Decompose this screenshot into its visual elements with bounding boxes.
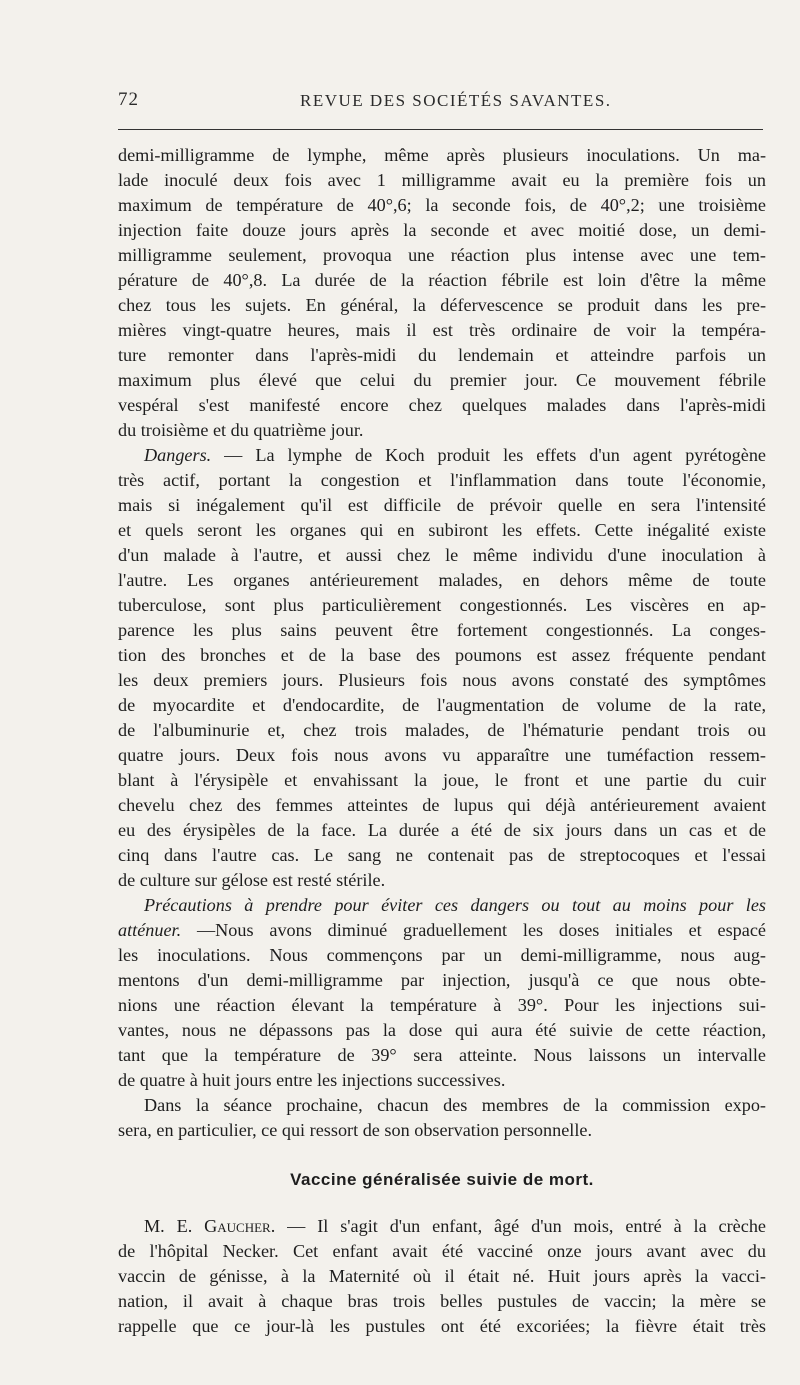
paragraph-line: cinq dans l'autre cas. Le sang ne contenait pas de streptocoques et l'essai	[118, 845, 766, 865]
paragraph-line: de culture sur gélose est resté stérile.	[118, 870, 386, 890]
precautions-heading-line-2: atténuer.	[118, 920, 182, 940]
paragraph-line: vaccin de génisse, à la Maternité où il était né. Huit jours après la vacci-	[118, 1266, 766, 1286]
paragraph-line: très actif, portant la congestion et l'inflammation dans toute l'économie,	[118, 470, 766, 490]
page-header	[118, 89, 763, 113]
running-title: REVUE DES SOCIÉTÉS SAVANTES.	[300, 91, 612, 110]
page-number: 72	[118, 89, 139, 110]
paragraph-line: nation, il avait à chaque bras trois belles pustules de vaccin; la mère se	[118, 1291, 766, 1311]
paragraph-line: quatre jours. Deux fois nous avons vu apparaître une tuméfaction ressem-	[118, 745, 766, 765]
paragraph-dangers	[118, 443, 766, 893]
paragraph-line: l'autre. Les organes antérieurement malades, en dehors même de toute	[118, 570, 766, 590]
paragraph-line: de myocardite et d'endocardite, de l'augmentation de volume de la rate,	[118, 695, 766, 715]
paragraph-line: maximum de température de 40°,6; la seconde fois, de 40°,2; une troisième	[118, 195, 766, 215]
paragraph-line: blant à l'érysipèle et envahissant la joue, le front et une partie du cuir	[118, 770, 766, 790]
paragraph-line: injection faite douze jours après la seconde et avec moitié dose, un demi-	[118, 220, 766, 240]
paragraph-line: du troisième et du quatrième jour.	[118, 420, 364, 440]
paragraph-line: d'un malade à l'autre, et aussi chez le même individu d'une inoculation à	[118, 545, 766, 565]
paragraph-line: demi-milligramme de lymphe, même après plusieurs inoculations. Un ma-	[118, 145, 766, 165]
paragraph-line: les deux premiers jours. Plusieurs fois nous avons constaté des symptômes	[118, 670, 766, 690]
paragraph-line: lade inoculé deux fois avec 1 milligramme avait eu la première fois un	[118, 170, 766, 190]
paragraph-line: milligramme seulement, provoqua une réaction plus intense avec une tem-	[118, 245, 766, 265]
paragraph-precautions	[118, 893, 766, 1093]
paragraph-line: sera, en particulier, ce qui ressort de son observation personnelle.	[118, 1120, 593, 1140]
paragraph-1	[118, 143, 766, 443]
paragraph-line: rappelle que ce jour-là les pustules ont été excoriées; la fièvre était très	[118, 1316, 766, 1336]
paragraph-line: nions une réaction élevant la température à 39°. Pour les injections sui-	[118, 995, 766, 1015]
paragraph-line: ture remonter dans l'après-midi du lendemain et atteindre parfois un	[118, 345, 766, 365]
paragraph-line: eu des érysipèles de la face. La durée a été de six jours dans un cas et de	[118, 820, 766, 840]
paragraph-line: de l'albuminurie et, chez trois malades, de l'hématurie pendant trois ou	[118, 720, 766, 740]
paragraph-line: de l'hôpital Necker. Cet enfant avait été vacciné onze jours avant avec du	[118, 1241, 766, 1261]
paragraph-line: Dangers. — La lymphe de Koch produit les effets d'un agent pyrétogène	[144, 445, 766, 465]
paragraph-line: tant que la température de 39° sera atteinte. Nous laissons un intervalle	[118, 1045, 766, 1065]
paragraph-line: et quels seront les organes qui en subiront les effets. Cette inégalité existe	[118, 520, 766, 540]
paragraph-line: les inoculations. Nous commençons par un demi-milligramme, nous aug-	[118, 945, 766, 965]
paragraph-gaucher	[118, 1214, 766, 1339]
dangers-heading: Dangers.	[144, 445, 212, 465]
author-name: M. E. Gaucher.	[144, 1216, 276, 1236]
paragraph-line: maximum plus élevé que celui du premier jour. Ce mouvement fébrile	[118, 370, 766, 390]
body-text	[118, 143, 766, 1339]
paragraph-line: chez tous les sujets. En général, la défervescence se produit dans les pre-	[118, 295, 766, 315]
paragraph-line: mières vingt-quatre heures, mais il est très ordinaire de voir la tempéra-	[118, 320, 766, 340]
paragraph-line: pérature de 40°,8. La durée de la réaction fébrile est loin d'être la même	[118, 270, 766, 290]
paragraph-line: tuberculose, sont plus particulièrement congestionnés. Les viscères en ap-	[118, 595, 766, 615]
paragraph-line: mais si inégalement qu'il est difficile de prévoir quelle en sera l'intensité	[118, 495, 766, 515]
header-rule	[118, 129, 763, 130]
paragraph-line: de quatre à huit jours entre les injections successives.	[118, 1070, 506, 1090]
paragraph-line: Dans la séance prochaine, chacun des membres de la commission expo-	[144, 1095, 766, 1115]
paragraph-line: parence les plus sains peuvent être fortement congestionnés. La conges-	[118, 620, 766, 640]
paragraph-line: atténuer. —Nous avons diminué graduellement les doses initiales et espacé	[118, 920, 766, 940]
paragraph-line: vespéral s'est manifesté encore chez quelques malades dans l'après-midi	[118, 395, 766, 415]
precautions-heading-line-1: Précautions à prendre pour éviter ces dangers ou tout au moins pour les	[144, 895, 766, 915]
paragraph-line: vantes, nous ne dépassons pas la dose qui aura été suivie de cette réaction,	[118, 1020, 766, 1040]
paragraph-seance	[118, 1093, 766, 1143]
paragraph-line: chevelu chez des femmes atteintes de lupus qui déjà antérieurement avaient	[118, 795, 766, 815]
section-title: Vaccine généralisée suivie de mort.	[290, 1170, 594, 1189]
paragraph-line: M. E. Gaucher. — Il s'agit d'un enfant, âgé d'un mois, entré à la crèche	[144, 1216, 766, 1236]
paragraph-line: mentons d'un demi-milligramme par injection, jusqu'à ce que nous obte-	[118, 970, 766, 990]
paragraph-line: tion des bronches et de la base des poumons est assez fréquente pendant	[118, 645, 766, 665]
